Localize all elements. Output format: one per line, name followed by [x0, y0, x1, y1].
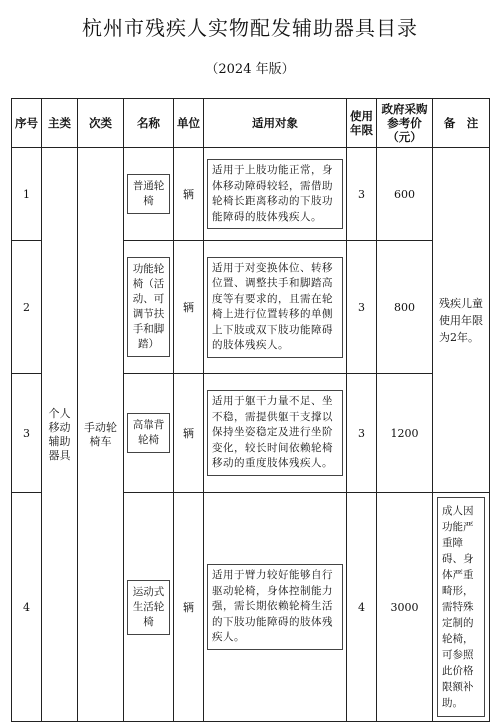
table-row [12, 148, 490, 241]
row-target: 适用于躯干力量不足、坐不稳，需提供躯干支撑以保持坐姿稳定及进行坐阶变化，较长时间依赖轮椅移动的重度肢体残疾人。 [204, 374, 347, 493]
row-life: 3 [347, 374, 377, 493]
header-remark: 备 注 [433, 99, 490, 148]
row-unit: 辆 [174, 493, 204, 722]
header-target: 适用对象 [204, 99, 347, 148]
row-no: 3 [12, 374, 42, 493]
header-no: 序号 [12, 99, 42, 148]
row-no: 1 [12, 148, 42, 241]
remark-children-cell: 残疾儿童使用年限为2年。 [433, 148, 490, 493]
header-main-category: 主类 [42, 99, 78, 148]
row-unit: 辆 [174, 241, 204, 374]
row-price: 800 [377, 241, 433, 374]
header-price: 政府采购参考价（元） [377, 99, 433, 148]
row-price: 600 [377, 148, 433, 241]
row-unit: 辆 [174, 374, 204, 493]
row-target: 适用于上肢功能正常，身体移动障碍较轻，需借助轮椅长距离移动的下肢功能障碍的肢体残疾人。 [204, 148, 347, 241]
document-title: 杭州市残疾人实物配发辅助器具目录 [82, 16, 418, 40]
catalog-table [11, 98, 490, 722]
row-target: 适用于臂力较好能够自行驱动轮椅，身体控制能力强，需长期依赖轮椅生活的下肢功能障碍的肢体残疾人。 [204, 493, 347, 722]
row-name: 普通轮椅 [124, 148, 174, 241]
remark-row4-cell: 成人因功能严重障碍、身体严重畸形，需特殊定制的轮椅，可参照此价格限额补助。 [433, 493, 490, 722]
row-life: 4 [347, 493, 377, 722]
sub-category-cell: 手动轮椅车 [78, 148, 124, 722]
row-unit: 辆 [174, 148, 204, 241]
header-unit: 单位 [174, 99, 204, 148]
table-header-row [12, 99, 490, 148]
row-name: 运动式生活轮椅 [124, 493, 174, 722]
header-sub-category: 次类 [78, 99, 124, 148]
row-name: 功能轮椅（活动、可调节扶手和脚踏） [124, 241, 174, 374]
row-life: 3 [347, 148, 377, 241]
document-subtitle: （2024 年版） [205, 62, 295, 77]
row-price: 3000 [377, 493, 433, 722]
main-category-cell: 个人移动辅助器具 [42, 148, 78, 722]
row-target: 适用于对变换体位、转移位置、调整扶手和脚踏高度等有要求的，且需在轮椅上进行位置转移的单侧上下肢或双下肢功能障碍的肢体残疾人。 [204, 241, 347, 374]
row-life: 3 [347, 241, 377, 374]
row-price: 1200 [377, 374, 433, 493]
row-no: 4 [12, 493, 42, 722]
row-name: 高靠背轮椅 [124, 374, 174, 493]
row-no: 2 [12, 241, 42, 374]
header-life: 使用年限 [347, 99, 377, 148]
header-name: 名称 [124, 99, 174, 148]
